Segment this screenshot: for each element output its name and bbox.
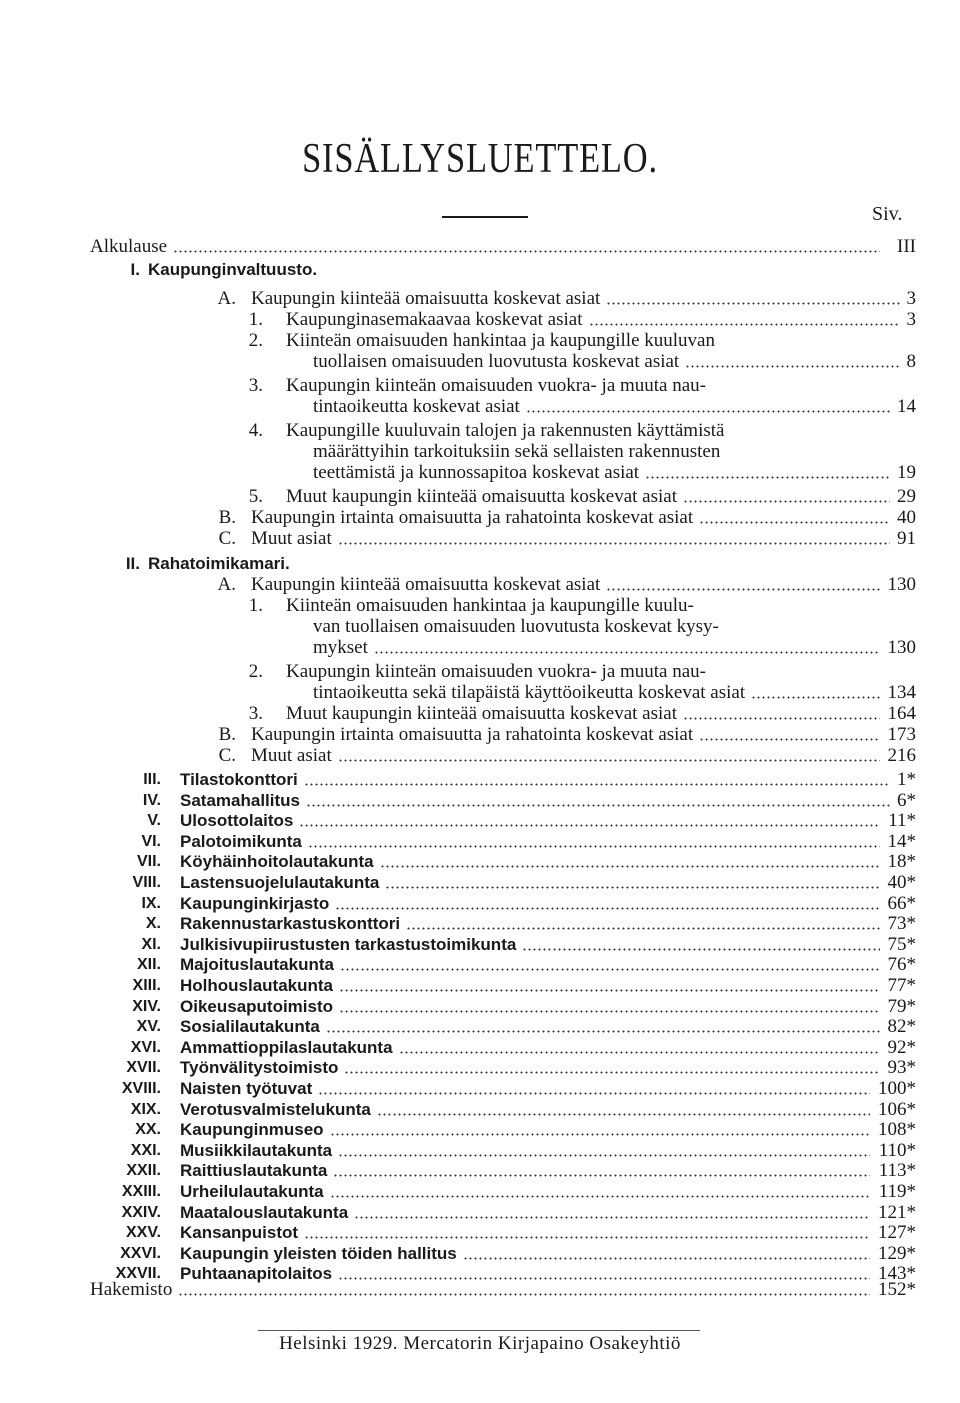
entry-title: teettämistä ja kunnossapitoa koskevat asiat: [313, 462, 640, 483]
dot-leader: [699, 521, 890, 524]
dot-leader: [299, 824, 880, 827]
entry-title: Naisten työtuvat: [180, 1079, 313, 1098]
dot-leader: [173, 250, 880, 253]
entry-number: C.: [218, 528, 236, 549]
entry-title: Kansanpuistot: [180, 1223, 299, 1243]
entry-title: Verotusvalmistelukunta: [180, 1099, 371, 1119]
entry-title: tintaoikeutta sekä tilapäistä käyttöoikeutta koskevat asiat: [313, 682, 746, 703]
entry-page: 77*: [887, 975, 916, 996]
entry-number: C.: [218, 745, 236, 766]
entry-number: XX.: [135, 1121, 161, 1139]
toc-entry: [0, 996, 916, 1018]
toc-entry: [0, 595, 916, 617]
entry-page: 3: [906, 309, 916, 330]
entry-number: III.: [143, 771, 161, 788]
entry-page: 127*: [878, 1222, 916, 1244]
dot-leader: [326, 1030, 880, 1033]
entry-title: Majoituslautakunta: [180, 955, 334, 975]
toc-entry: [0, 851, 916, 873]
entry-page: 19: [897, 462, 916, 483]
toc-entry: [0, 1160, 916, 1182]
dot-leader: [751, 696, 880, 699]
entry-page: 119*: [878, 1181, 916, 1202]
toc-entry: [0, 682, 916, 704]
entry-title: Muut asiat: [251, 745, 332, 766]
dot-leader: [522, 948, 880, 951]
entry-title: Kiinteän omaisuuden hankintaa ja kaupungille kuuluvan: [286, 330, 715, 351]
entry-page: 129*: [878, 1242, 916, 1264]
toc-entry: [0, 507, 916, 529]
dot-leader: [344, 1071, 880, 1074]
entry-title: Oikeusaputoimisto: [180, 996, 334, 1016]
entry-title: Ulosottolaitos: [180, 811, 294, 831]
dot-leader: [318, 1092, 870, 1095]
dot-leader: [333, 1174, 870, 1177]
dot-leader: [380, 865, 880, 868]
dot-leader: [374, 651, 880, 654]
entry-page: 216: [887, 745, 916, 766]
entry-page: 1*: [897, 769, 916, 790]
title-rule: [442, 216, 528, 218]
toc-entry: [0, 375, 916, 397]
entry-title: Muut asiat: [251, 528, 332, 549]
entry-page: 91: [897, 528, 916, 549]
toc-entry: [0, 528, 916, 550]
dot-leader: [330, 1133, 870, 1136]
dot-leader: [330, 1195, 870, 1198]
entry-page: 11*: [888, 810, 916, 832]
entry-page: 164: [887, 703, 916, 724]
entry-page: 82*: [887, 1016, 916, 1038]
entry-title: Kaupunginkirjasto: [180, 893, 330, 913]
entry-number: VIII.: [132, 874, 161, 891]
toc-entry: [0, 637, 916, 659]
toc-entry: [0, 574, 916, 596]
dot-leader: [699, 738, 880, 741]
toc-entry: [0, 259, 916, 281]
entry-page: 130: [887, 637, 916, 658]
entry-title: Urheilulautakunta: [180, 1182, 324, 1201]
toc-entry: [0, 462, 916, 484]
dot-leader: [339, 989, 880, 992]
toc-entry: [0, 486, 916, 508]
entry-number: X.: [145, 915, 161, 933]
entry-page: 14*: [887, 830, 916, 852]
entry-title: Musiikkilautakunta: [180, 1140, 333, 1160]
dot-leader: [526, 410, 890, 413]
dot-leader: [463, 1257, 870, 1260]
entry-title: Kaupungin yleisten töiden hallitus: [180, 1243, 457, 1263]
dot-leader: [340, 968, 880, 971]
entry-title: Kaupungin kiinteän omaisuuden vuokra- ja muuta nau-: [286, 661, 707, 682]
entry-title: Hakemisto: [90, 1279, 173, 1300]
entry-number: V.: [147, 812, 161, 830]
entry-title: Ammattioppilaslautakunta: [180, 1037, 393, 1057]
entry-title: Raittiuslautakunta: [180, 1161, 328, 1181]
entry-number: XXIII.: [121, 1183, 161, 1200]
entry-title: Kaupungin irtainta omaisuutta ja rahatointa koskevat asiat: [251, 507, 694, 528]
toc-entry: [0, 396, 916, 418]
entry-number: XIII.: [132, 977, 161, 994]
entry-title: Kaupunginasemakaavaa koskevat asiat: [286, 309, 583, 330]
toc-entry: [0, 288, 916, 310]
toc-entry: [0, 1119, 916, 1141]
entry-page: 106*: [878, 1098, 916, 1120]
dot-leader: [683, 500, 890, 503]
entry-page: 6*: [897, 789, 916, 811]
toc-entry: [0, 236, 916, 258]
toc-entry: [0, 1037, 916, 1059]
entry-number: 1.: [248, 309, 263, 330]
entry-number: 5.: [248, 486, 263, 507]
entry-number: XV.: [136, 1018, 161, 1036]
entry-page: 121*: [878, 1201, 916, 1223]
toc-entry: [0, 441, 916, 463]
toc-entry: [0, 954, 916, 976]
toc-entry: [0, 1243, 916, 1265]
entry-number: XVII.: [126, 1059, 161, 1077]
dot-leader: [606, 588, 880, 591]
toc-entry: [0, 1140, 916, 1162]
entry-title: Kiinteän omaisuuden hankintaa ja kaupungille kuulu-: [286, 595, 694, 616]
imprint-footer: Helsinki 1929. Mercatorin Kirjapaino Osakeyhtiö: [279, 1333, 681, 1354]
entry-number: XVIII.: [121, 1080, 161, 1097]
toc-entry: [0, 1181, 916, 1203]
entry-title: Muut kaupungin kiinteää omaisuutta koskevat asiat: [286, 486, 678, 507]
entry-number: 3.: [248, 375, 263, 396]
dot-leader: [304, 783, 890, 786]
entry-title: Maatalouslautakunta: [180, 1202, 349, 1222]
entry-number: 2.: [248, 661, 263, 682]
dot-leader: [306, 804, 890, 807]
entry-title: Palotoimikunta: [180, 831, 302, 851]
entry-number: XXVII.: [115, 1265, 161, 1283]
entry-title: Muut kaupungin kiinteää omaisuutta koskevat asiat: [286, 703, 678, 724]
entry-page: 75*: [887, 933, 916, 955]
entry-page: 3: [906, 288, 916, 309]
toc-entry: [0, 831, 916, 853]
entry-title: Työnvälitystoimisto: [180, 1058, 339, 1078]
dot-leader: [399, 1051, 880, 1054]
toc-entry: [0, 1202, 916, 1224]
dot-leader: [645, 476, 890, 479]
entry-title: Sosialilautakunta: [180, 1017, 320, 1037]
toc-entry: [0, 553, 916, 575]
toc-entry: [0, 745, 916, 767]
entry-number: B.: [218, 724, 236, 745]
entry-number: XIX.: [130, 1100, 161, 1118]
toc-entry: [0, 1057, 916, 1079]
dot-leader: [338, 1154, 870, 1157]
entry-page: 92*: [887, 1036, 916, 1058]
entry-page: 66*: [887, 892, 916, 914]
toc-entry: [0, 309, 916, 331]
dot-leader: [683, 717, 880, 720]
entry-page: 152*: [878, 1279, 916, 1300]
entry-title: Rahatoimikamari.: [148, 554, 290, 573]
entry-number: 4.: [248, 420, 263, 441]
entry-number: VII.: [136, 853, 161, 871]
entry-page: 143*: [878, 1263, 916, 1285]
entry-title: määrättyihin tarkoituksiin sekä sellaisten rakennusten: [313, 441, 721, 462]
toc-entry: [0, 893, 916, 915]
entry-number: XII.: [136, 956, 161, 974]
entry-number: XXI.: [130, 1141, 161, 1159]
entry-page: 130: [887, 574, 916, 595]
page-column-header: Siv.: [872, 203, 903, 225]
toc-entry: [0, 616, 916, 638]
dot-leader: [354, 1216, 870, 1219]
toc-entry: [0, 420, 916, 442]
entry-page: 173: [887, 724, 916, 745]
dot-leader: [178, 1293, 870, 1296]
toc-entry: [0, 703, 916, 725]
dot-leader: [385, 886, 880, 889]
entry-title: van tuollaisen omaisuuden luovutusta koskevat kysy-: [313, 616, 719, 637]
footer-rule: [258, 1330, 700, 1331]
entry-title: tuollaisen omaisuuden luovutusta koskevat asiat: [313, 351, 680, 372]
dot-leader: [304, 1236, 870, 1239]
entry-number: XXVI.: [120, 1244, 161, 1262]
entry-number: IV.: [142, 791, 161, 809]
entry-title: Lastensuojelulautakunta: [180, 873, 380, 892]
entry-page: 110*: [878, 1139, 916, 1161]
entry-number: II.: [125, 554, 140, 573]
entry-number: XXII.: [126, 1162, 161, 1180]
toc-entry: [0, 351, 916, 373]
entry-title: Kaupunginmuseo: [180, 1120, 324, 1140]
entry-page: 76*: [887, 954, 916, 976]
toc-entry: [0, 1279, 916, 1301]
toc-entry: [0, 1078, 916, 1100]
toc-entry: [0, 330, 916, 352]
entry-title: tintaoikeutta koskevat asiat: [313, 396, 520, 417]
entry-title: Kaupungin kiinteää omaisuutta koskevat asiat: [251, 574, 601, 595]
entry-number: IX.: [141, 894, 161, 912]
toc-entry: [0, 1016, 916, 1038]
toc-entry: [0, 913, 916, 935]
entry-title: Puhtaanapitolaitos: [180, 1264, 333, 1284]
entry-title: Kaupungille kuuluvain talojen ja rakennusten käyttämistä: [286, 420, 725, 441]
entry-page: 29: [897, 486, 916, 507]
toc-entry: [0, 661, 916, 683]
entry-title: Kaupungin kiinteää omaisuutta koskevat asiat: [251, 288, 601, 309]
entry-page: 108*: [878, 1119, 916, 1141]
entry-number: A.: [217, 288, 236, 309]
dot-leader: [308, 845, 880, 848]
dot-leader: [589, 323, 901, 326]
entry-page: 113*: [878, 1160, 916, 1182]
toc-entry: [0, 790, 916, 812]
entry-title: Kaupunginvaltuusto.: [148, 260, 318, 279]
dot-leader: [338, 542, 890, 545]
entry-page: 73*: [887, 913, 916, 935]
toc-entry: [0, 1099, 916, 1121]
entry-title: Rakennustarkastuskonttori: [180, 914, 401, 934]
entry-page: 134: [887, 682, 916, 703]
entry-page: 18*: [887, 851, 916, 873]
dot-leader: [606, 302, 900, 305]
entry-number: 1.: [248, 595, 263, 616]
entry-title: Köyhäinhoitolautakunta: [180, 852, 374, 872]
entry-number: XIV.: [132, 997, 161, 1015]
entry-title: Holhouslautakunta: [180, 976, 334, 995]
dot-leader: [338, 759, 880, 762]
page-title: SISÄLLYSLUETTELO.: [302, 136, 658, 182]
entry-page: 93*: [887, 1057, 916, 1079]
entry-number: 2.: [248, 330, 263, 351]
dot-leader: [685, 365, 900, 368]
entry-page: 100*: [878, 1078, 916, 1099]
entry-number: XVI.: [130, 1038, 161, 1056]
entry-title: Kaupungin irtainta omaisuutta ja rahatointa koskevat asiat: [251, 724, 694, 745]
entry-number: VI.: [141, 832, 161, 850]
dot-leader: [339, 1010, 880, 1013]
entry-title: Tilastokonttori: [180, 770, 298, 789]
entry-page: 40: [897, 507, 916, 528]
toc-entry: [0, 872, 916, 894]
entry-number: I.: [130, 260, 140, 279]
entry-title: mykset: [313, 637, 368, 658]
entry-page: 14: [897, 396, 916, 417]
toc-entry: [0, 975, 916, 997]
entry-number: XXV.: [126, 1224, 161, 1242]
entry-page: III: [897, 236, 916, 257]
dot-leader: [406, 927, 880, 930]
entry-title: Satamahallitus: [180, 790, 300, 810]
entry-page: 40*: [887, 872, 916, 893]
entry-title: Alkulause: [90, 236, 168, 257]
toc-entry: [0, 769, 916, 791]
entry-number: 3.: [248, 703, 263, 724]
entry-title: Kaupungin kiinteän omaisuuden vuokra- ja muuta nau-: [286, 375, 707, 396]
entry-title: Julkisivupiirustusten tarkastustoimikunta: [180, 934, 517, 954]
entry-page: 79*: [887, 995, 916, 1017]
entry-number: XI.: [141, 935, 161, 953]
toc-entry: [0, 724, 916, 746]
entry-number: XXIV.: [121, 1203, 161, 1221]
entry-number: B.: [218, 507, 236, 528]
dot-leader: [377, 1113, 870, 1116]
toc-entry: [0, 810, 916, 832]
toc-entry: [0, 934, 916, 956]
entry-number: A.: [217, 574, 236, 595]
dot-leader: [335, 907, 880, 910]
entry-page: 8: [906, 351, 916, 372]
toc-entry: [0, 1222, 916, 1244]
